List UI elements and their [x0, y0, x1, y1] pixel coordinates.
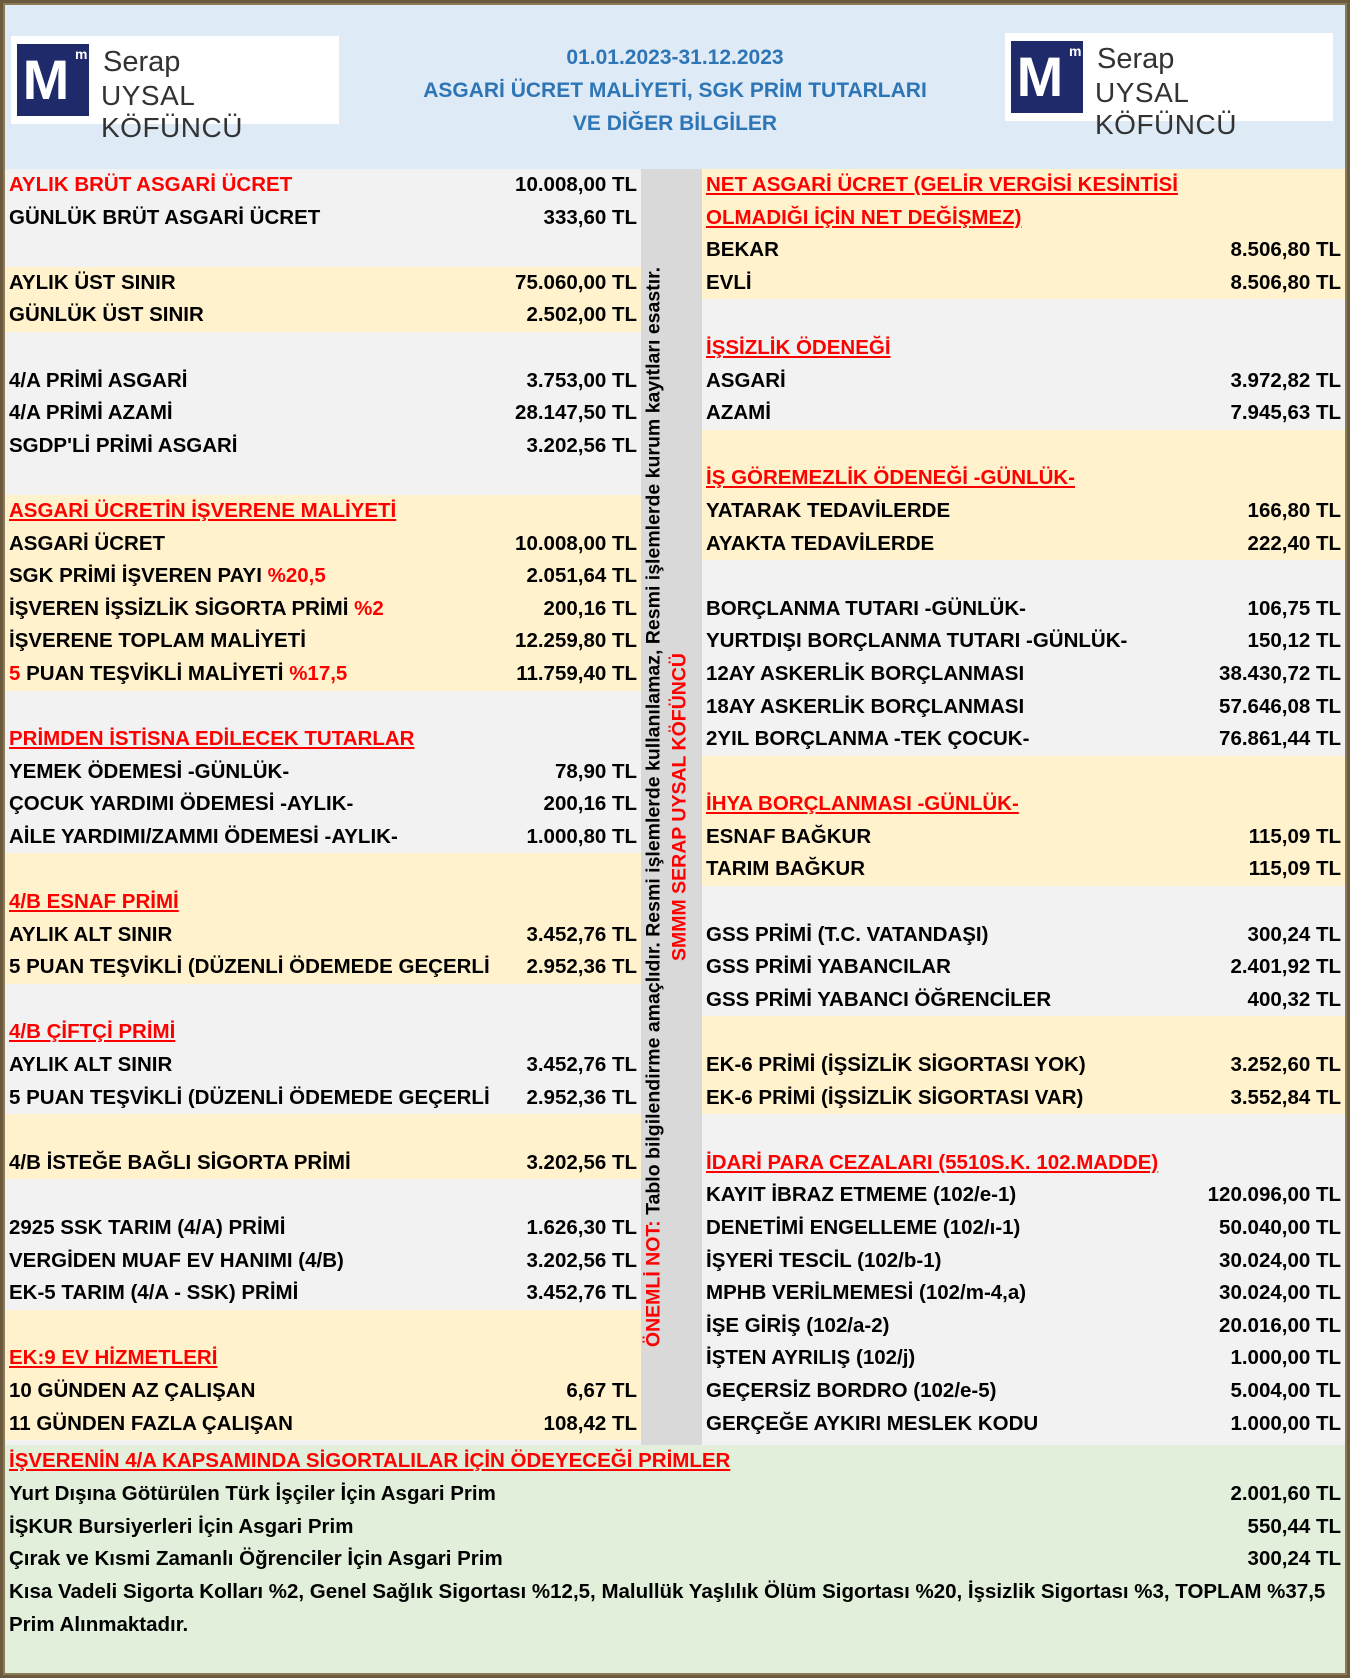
row-label-text: GSS PRİMİ YABANCI ÖĞRENCİLER	[706, 987, 1052, 1011]
table-row	[702, 1342, 1345, 1375]
row-value: 20.016,00 TL	[1213, 1310, 1341, 1343]
row-value: 3.202,56 TL	[520, 1147, 637, 1180]
table-row	[5, 169, 641, 202]
row-value: 2.952,36 TL	[520, 951, 637, 984]
row-label-text: EK:9 EV HİZMETLERİ	[9, 1346, 218, 1370]
row-label-text: AYLIK BRÜT ASGARİ ÜCRET	[9, 173, 293, 196]
table-row	[702, 1408, 1345, 1441]
row-label-text: DENETİMİ ENGELLEME (102/ı-1)	[706, 1216, 1021, 1239]
row-value: 2.001,60 TL	[1224, 1478, 1341, 1511]
row-label	[9, 756, 637, 789]
row-label-text: GÜNLÜK BRÜT ASGARİ ÜCRET	[9, 205, 321, 229]
row-label	[9, 1375, 637, 1408]
row-value: 57.646,08 TL	[1213, 691, 1341, 724]
row-label-text: İDARİ PARA CEZALARI (5510S.K. 102.MADDE)	[706, 1150, 1159, 1174]
row-label-text: AYLIK ALT SINIR	[9, 922, 173, 946]
row-label-text: İŞKUR Bursiyerleri İçin Asgari Prim	[9, 1514, 354, 1538]
table-row	[702, 1049, 1345, 1082]
table-row	[5, 951, 641, 984]
row-value: 11.759,40 TL	[510, 658, 637, 691]
row-value: 38.430,72 TL	[1213, 658, 1341, 691]
table-row	[5, 919, 641, 952]
table-row	[702, 853, 1345, 886]
row-value: 2.502,00 TL	[520, 299, 637, 332]
row-value: 30.024,00 TL	[1213, 1277, 1341, 1310]
row-value: 8.506,80 TL	[1224, 234, 1341, 267]
row-label-text: GSS PRİMİ (T.C. VATANDAŞI)	[706, 922, 989, 946]
table-row	[702, 365, 1345, 398]
row-label-text: EK-6 PRİMİ (İŞSİZLİK SİGORTASI VAR)	[706, 1085, 1084, 1109]
row-label-text: SGDP'Lİ PRİMİ ASGARİ	[9, 433, 238, 457]
note-text: Tablo bilgilendirme amaçlıdır. Resmi işlemlerde kullanılamaz, Resmi işlemlerde kurum kayıtları esastır.	[642, 266, 665, 1221]
table-row	[702, 625, 1345, 658]
spacer-row	[5, 984, 641, 1017]
row-value: 10.008,00 TL	[509, 528, 637, 561]
logo-name-line2: UYSAL KÖFÜNCÜ	[1095, 77, 1237, 140]
row-label-text: 2YIL BORÇLANMA -TEK ÇOCUK-	[706, 727, 1030, 751]
spacer-row	[5, 1310, 641, 1343]
row-value: 200,16 TL	[538, 788, 637, 821]
row-label-text: 4/A PRİMİ ASGARİ	[9, 368, 188, 392]
logo-name-line1: Serap	[103, 46, 181, 78]
table-row	[5, 658, 641, 691]
row-value: 300,24 TL	[1242, 919, 1341, 952]
row-label	[9, 1478, 1341, 1511]
row-value: 12.259,80 TL	[509, 625, 637, 658]
table-row	[5, 528, 641, 561]
row-label-text: Çırak ve Kısmi Zamanlı Öğrenciler İçin Asgari Prim	[9, 1547, 503, 1571]
row-value: 120.096,00 TL	[1202, 1179, 1341, 1212]
left-column	[5, 169, 641, 1445]
logo-mark: M m	[1011, 41, 1083, 113]
row-label-text: YURTDIŞI BORÇLANMA TUTARI -GÜNLÜK-	[706, 629, 1128, 653]
row-label	[706, 169, 1341, 202]
row-value: 150,12 TL	[1242, 625, 1341, 658]
row-label	[706, 332, 1341, 365]
row-label-text: 11 GÜNDEN FAZLA ÇALIŞAN	[9, 1411, 293, 1435]
row-value: 115,09 TL	[1243, 853, 1341, 886]
row-value: 3.202,56 TL	[520, 1245, 637, 1278]
spacer-row	[5, 462, 641, 495]
row-value: 2.401,92 TL	[1224, 951, 1341, 984]
spacer-row	[702, 886, 1345, 919]
premium-footnote: Kısa Vadeli Sigorta Kolları %2, Genel Sağlık Sigortası %12,5, Malullük Yaşlılık Ölüm Sigortası %20, İşsizlik Sigortası %3, TOPLAM %37,5 Prim Alınmaktadır.	[9, 1580, 1326, 1636]
row-label-text: PUAN TEŞVİKLİ MALİYETİ	[20, 661, 290, 685]
vertical-note-band	[641, 169, 702, 1445]
table-row	[702, 1147, 1345, 1180]
spacer-row	[5, 1114, 641, 1147]
right-column	[702, 169, 1345, 1445]
table-row	[5, 625, 641, 658]
row-label-text: ASGARİ ÜCRET	[9, 531, 166, 555]
table-row	[5, 1049, 641, 1082]
spacer-row	[5, 234, 641, 267]
row-label-text: İHYA BORÇLANMASI -GÜNLÜK-	[706, 792, 1019, 816]
row-label-text: 2925 SSK TARIM (4/A) PRİMİ	[9, 1216, 286, 1239]
table-row	[702, 951, 1345, 984]
table-row	[702, 397, 1345, 430]
row-value: 222,40 TL	[1242, 528, 1341, 561]
row-label-text: EK-6 PRİMİ (İŞSİZLİK SİGORTASI YOK)	[706, 1053, 1086, 1077]
table-row	[5, 430, 641, 463]
table-row	[5, 365, 641, 398]
row-value: 78,90 TL	[549, 756, 637, 789]
logo-left	[11, 36, 339, 143]
table-row	[5, 1478, 1345, 1511]
row-label-text: AZAMİ	[706, 401, 771, 425]
table-row	[5, 1212, 641, 1245]
row-value: 75.060,00 TL	[509, 267, 637, 300]
table-row	[5, 397, 641, 430]
table-row	[702, 202, 1345, 235]
row-label-text: 5 PUAN TEŞVİKLİ (DÜZENLİ ÖDEMEDE GEÇERLİ	[9, 955, 490, 979]
row-value: 3.452,76 TL	[520, 1277, 637, 1310]
row-label-text: OLMADIĞI İÇİN NET DEĞİŞMEZ)	[706, 205, 1022, 229]
row-label-text: AYLIK ÜST SINIR	[9, 270, 176, 294]
row-label-text: GEÇERSİZ BORDRO (102/e-5)	[706, 1378, 997, 1402]
row-label-text: YATARAK TEDAVİLERDE	[706, 498, 951, 522]
row-label-text: BORÇLANMA TUTARI -GÜNLÜK-	[706, 596, 1026, 620]
table-row	[5, 723, 641, 756]
table-row	[5, 1016, 641, 1049]
row-label-text: EVLİ	[706, 270, 752, 294]
row-value: 3.972,82 TL	[1224, 365, 1341, 398]
page-title	[345, 41, 1005, 140]
row-label	[706, 788, 1341, 821]
spacer-row	[5, 332, 641, 365]
table-row	[702, 821, 1345, 854]
row-label-text: 10 GÜNDEN AZ ÇALIŞAN	[9, 1378, 256, 1402]
row-value: 3.452,76 TL	[520, 919, 637, 952]
table-row	[702, 462, 1345, 495]
note-label: ÖNEMLİ NOT:	[642, 1220, 665, 1348]
row-label-text: SGK PRİMİ İŞVEREN PAYI	[9, 564, 268, 588]
note-author: SMMM SERAP UYSAL KÖFÜNCÜ	[668, 652, 691, 962]
table-row	[702, 919, 1345, 952]
table-row	[702, 528, 1345, 561]
table-row	[5, 1408, 641, 1441]
row-label-text: EK-5 TARIM (4/A - SSK) PRİMİ	[9, 1281, 299, 1305]
row-label	[9, 723, 637, 756]
row-value: 50.040,00 TL	[1213, 1212, 1341, 1245]
table-row	[5, 886, 641, 919]
row-label-text: NET ASGARİ ÜCRET (GELİR VERGİSİ KESİNTİSİ	[706, 173, 1178, 196]
row-rate: %20,5	[267, 564, 326, 588]
row-label-text: TARIM BAĞKUR	[706, 857, 866, 881]
row-value: 400,32 TL	[1242, 984, 1341, 1017]
row-label-text: GÜNLÜK ÜST SINIR	[9, 303, 204, 327]
title-line-2: ASGARİ ÜCRET MALİYETİ, SGK PRİM TUTARLARI	[423, 79, 927, 102]
row-value: 1.000,80 TL	[520, 821, 637, 854]
spacer-row	[702, 1114, 1345, 1147]
spacer-row	[5, 1179, 641, 1212]
row-label-text: ÇOCUK YARDIMI ÖDEMESİ -AYLIK-	[9, 792, 354, 816]
table-row	[702, 1375, 1345, 1408]
table-row	[5, 788, 641, 821]
row-label-text: İŞTEN AYRILIŞ (102/j)	[706, 1346, 916, 1370]
spacer-row	[702, 560, 1345, 593]
row-value: 3.552,84 TL	[1224, 1082, 1341, 1115]
row-label-text: AİLE YARDIMI/ZAMMI ÖDEMESİ -AYLIK-	[9, 824, 398, 848]
row-label-text: ESNAF BAĞKUR	[706, 824, 872, 848]
row-value: 1.000,00 TL	[1224, 1342, 1341, 1375]
table-row	[5, 1147, 641, 1180]
title-line-3: VE DİĞER BİLGİLER	[572, 112, 778, 135]
important-note	[641, 169, 702, 1445]
row-label-text: 12AY ASKERLİK BORÇLANMASI	[706, 661, 1025, 685]
row-value: 30.024,00 TL	[1213, 1245, 1341, 1278]
table-row	[5, 202, 641, 235]
row-label-text: Yurt Dışına Götürülen Türk İşçiler İçin Asgari Prim	[9, 1481, 496, 1505]
table-row	[702, 788, 1345, 821]
row-label-text: KAYIT İBRAZ ETMEME (102/e-1)	[706, 1183, 1017, 1207]
spacer-row	[702, 1016, 1345, 1049]
table-row	[702, 1082, 1345, 1115]
row-label-text: YEMEK ÖDEMESİ -GÜNLÜK-	[9, 759, 290, 783]
header	[5, 5, 1345, 169]
row-label	[9, 1342, 637, 1375]
spacer-row	[702, 430, 1345, 463]
row-value: 1.000,00 TL	[1224, 1408, 1341, 1441]
row-value: 3.202,56 TL	[520, 430, 637, 463]
row-value: 76.861,44 TL	[1213, 723, 1341, 756]
table-row	[702, 495, 1345, 528]
row-label-text: 4/A PRİMİ AZAMİ	[9, 401, 173, 425]
table-row	[702, 723, 1345, 756]
row-value: 200,16 TL	[538, 593, 637, 626]
row-label-text: AYAKTA TEDAVİLERDE	[706, 531, 935, 555]
row-label-text: 4/B İSTEĞE BAĞLI SİGORTA PRİMİ	[9, 1150, 351, 1174]
table-row	[702, 169, 1345, 202]
rate-sheet	[3, 3, 1347, 1675]
table-row	[702, 1245, 1345, 1278]
table-row	[5, 560, 641, 593]
row-label-text: BEKAR	[706, 238, 779, 262]
section-heading: İŞVERENİN 4/A KAPSAMINDA SİGORTALILAR İÇİN ÖDEYECEĞİ PRİMLER	[9, 1449, 731, 1472]
logo-name-line2: UYSAL KÖFÜNCÜ	[101, 80, 243, 143]
row-value: 1.626,30 TL	[520, 1212, 637, 1245]
employer-premium-list	[5, 1478, 1345, 1576]
row-value: 10.008,00 TL	[509, 169, 637, 202]
row-label-text: 4/B ÇİFTÇİ PRİMİ	[9, 1020, 176, 1044]
logo-mark: M m	[17, 44, 89, 116]
row-label	[9, 1016, 637, 1049]
row-label-text: VERGİDEN MUAF EV HANIMI (4/B)	[9, 1248, 344, 1272]
table-row	[702, 1310, 1345, 1343]
row-rate: %17,5	[289, 661, 348, 685]
table-row	[5, 1511, 1345, 1544]
row-label	[9, 495, 637, 528]
spacer-row	[5, 853, 641, 886]
row-rate: %2	[354, 596, 384, 620]
row-value: 166,80 TL	[1242, 495, 1341, 528]
table-row	[702, 332, 1345, 365]
row-value: 333,60 TL	[538, 202, 637, 235]
table-row	[5, 1277, 641, 1310]
table-row	[5, 1342, 641, 1375]
row-value: 2.952,36 TL	[520, 1082, 637, 1115]
row-label	[9, 1543, 1341, 1576]
row-label-text: İŞSİZLİK ÖDENEĞİ	[706, 335, 891, 359]
table-row	[702, 1212, 1345, 1245]
table-row	[5, 267, 641, 300]
logo-right	[1005, 33, 1333, 140]
row-value: 3.452,76 TL	[520, 1049, 637, 1082]
table-row	[5, 593, 641, 626]
row-label	[706, 202, 1341, 235]
row-label-text: PRİMDEN İSTİSNA EDİLECEK TUTARLAR	[9, 727, 415, 751]
row-label-text: İŞ GÖREMEZLİK ÖDENEĞİ -GÜNLÜK-	[706, 466, 1075, 490]
row-value: 550,44 TL	[1242, 1511, 1341, 1544]
row-label-prefix: 5	[9, 661, 21, 685]
row-value: 28.147,50 TL	[509, 397, 637, 430]
row-label-text: MPHB VERİLMEMESİ (102/m-4,a)	[706, 1281, 1027, 1305]
row-label	[9, 1511, 1341, 1544]
row-value: 3.753,00 TL	[520, 365, 637, 398]
table-row	[5, 495, 641, 528]
row-value: 300,24 TL	[1242, 1543, 1341, 1576]
table-row	[5, 1245, 641, 1278]
table-row	[5, 756, 641, 789]
row-label	[706, 1147, 1341, 1180]
row-value: 5.004,00 TL	[1224, 1375, 1341, 1408]
row-label	[706, 462, 1341, 495]
title-date-range: 01.01.2023-31.12.2023	[566, 46, 784, 69]
row-label-text: 5 PUAN TEŞVİKLİ (DÜZENLİ ÖDEMEDE GEÇERLİ	[9, 1085, 490, 1109]
row-label-text: AYLIK ALT SINIR	[9, 1053, 173, 1077]
row-label-text: İŞE GİRİŞ (102/a-2)	[706, 1313, 890, 1337]
spacer-row	[702, 756, 1345, 789]
row-value: 108,42 TL	[538, 1408, 637, 1441]
row-value: 8.506,80 TL	[1224, 267, 1341, 300]
spacer-row	[702, 299, 1345, 332]
row-value: 7.945,63 TL	[1224, 397, 1341, 430]
table-row	[702, 234, 1345, 267]
table-row	[5, 1375, 641, 1408]
row-value: 6,67 TL	[560, 1375, 637, 1408]
row-label-text: 4/B ESNAF PRİMİ	[9, 890, 179, 914]
row-label	[9, 886, 637, 919]
row-label-text: İŞYERİ TESCİL (102/b-1)	[706, 1248, 942, 1272]
row-label-text: İŞVEREN İŞSİZLİK SİGORTA PRİMİ	[9, 596, 355, 620]
employer-premiums-section	[5, 1445, 1345, 1675]
table-row	[702, 984, 1345, 1017]
row-value: 115,09 TL	[1243, 821, 1341, 854]
row-label-text: ASGARİ	[706, 368, 786, 392]
row-value: 3.252,60 TL	[1224, 1049, 1341, 1082]
table-row	[5, 299, 641, 332]
row-label-text: GSS PRİMİ YABANCILAR	[706, 955, 951, 979]
logo-name-line1: Serap	[1097, 43, 1175, 75]
row-label-text: 18AY ASKERLİK BORÇLANMASI	[706, 694, 1025, 718]
row-label-text: GERÇEĞE AYKIRI MESLEK KODU	[706, 1411, 1039, 1435]
table-row	[702, 1179, 1345, 1212]
table-row	[702, 267, 1345, 300]
table-row	[702, 658, 1345, 691]
table-row	[702, 691, 1345, 724]
table-row	[5, 1543, 1345, 1576]
table-row	[702, 593, 1345, 626]
row-value: 106,75 TL	[1242, 593, 1341, 626]
spacer-row	[5, 691, 641, 724]
table-row	[702, 1277, 1345, 1310]
table-row	[5, 1082, 641, 1115]
table-row	[5, 821, 641, 854]
row-label-text: İŞVERENE TOPLAM MALİYETİ	[9, 629, 306, 653]
row-label-text: ASGARİ ÜCRETİN İŞVERENE MALİYETİ	[9, 498, 397, 522]
row-value: 2.051,64 TL	[520, 560, 637, 593]
